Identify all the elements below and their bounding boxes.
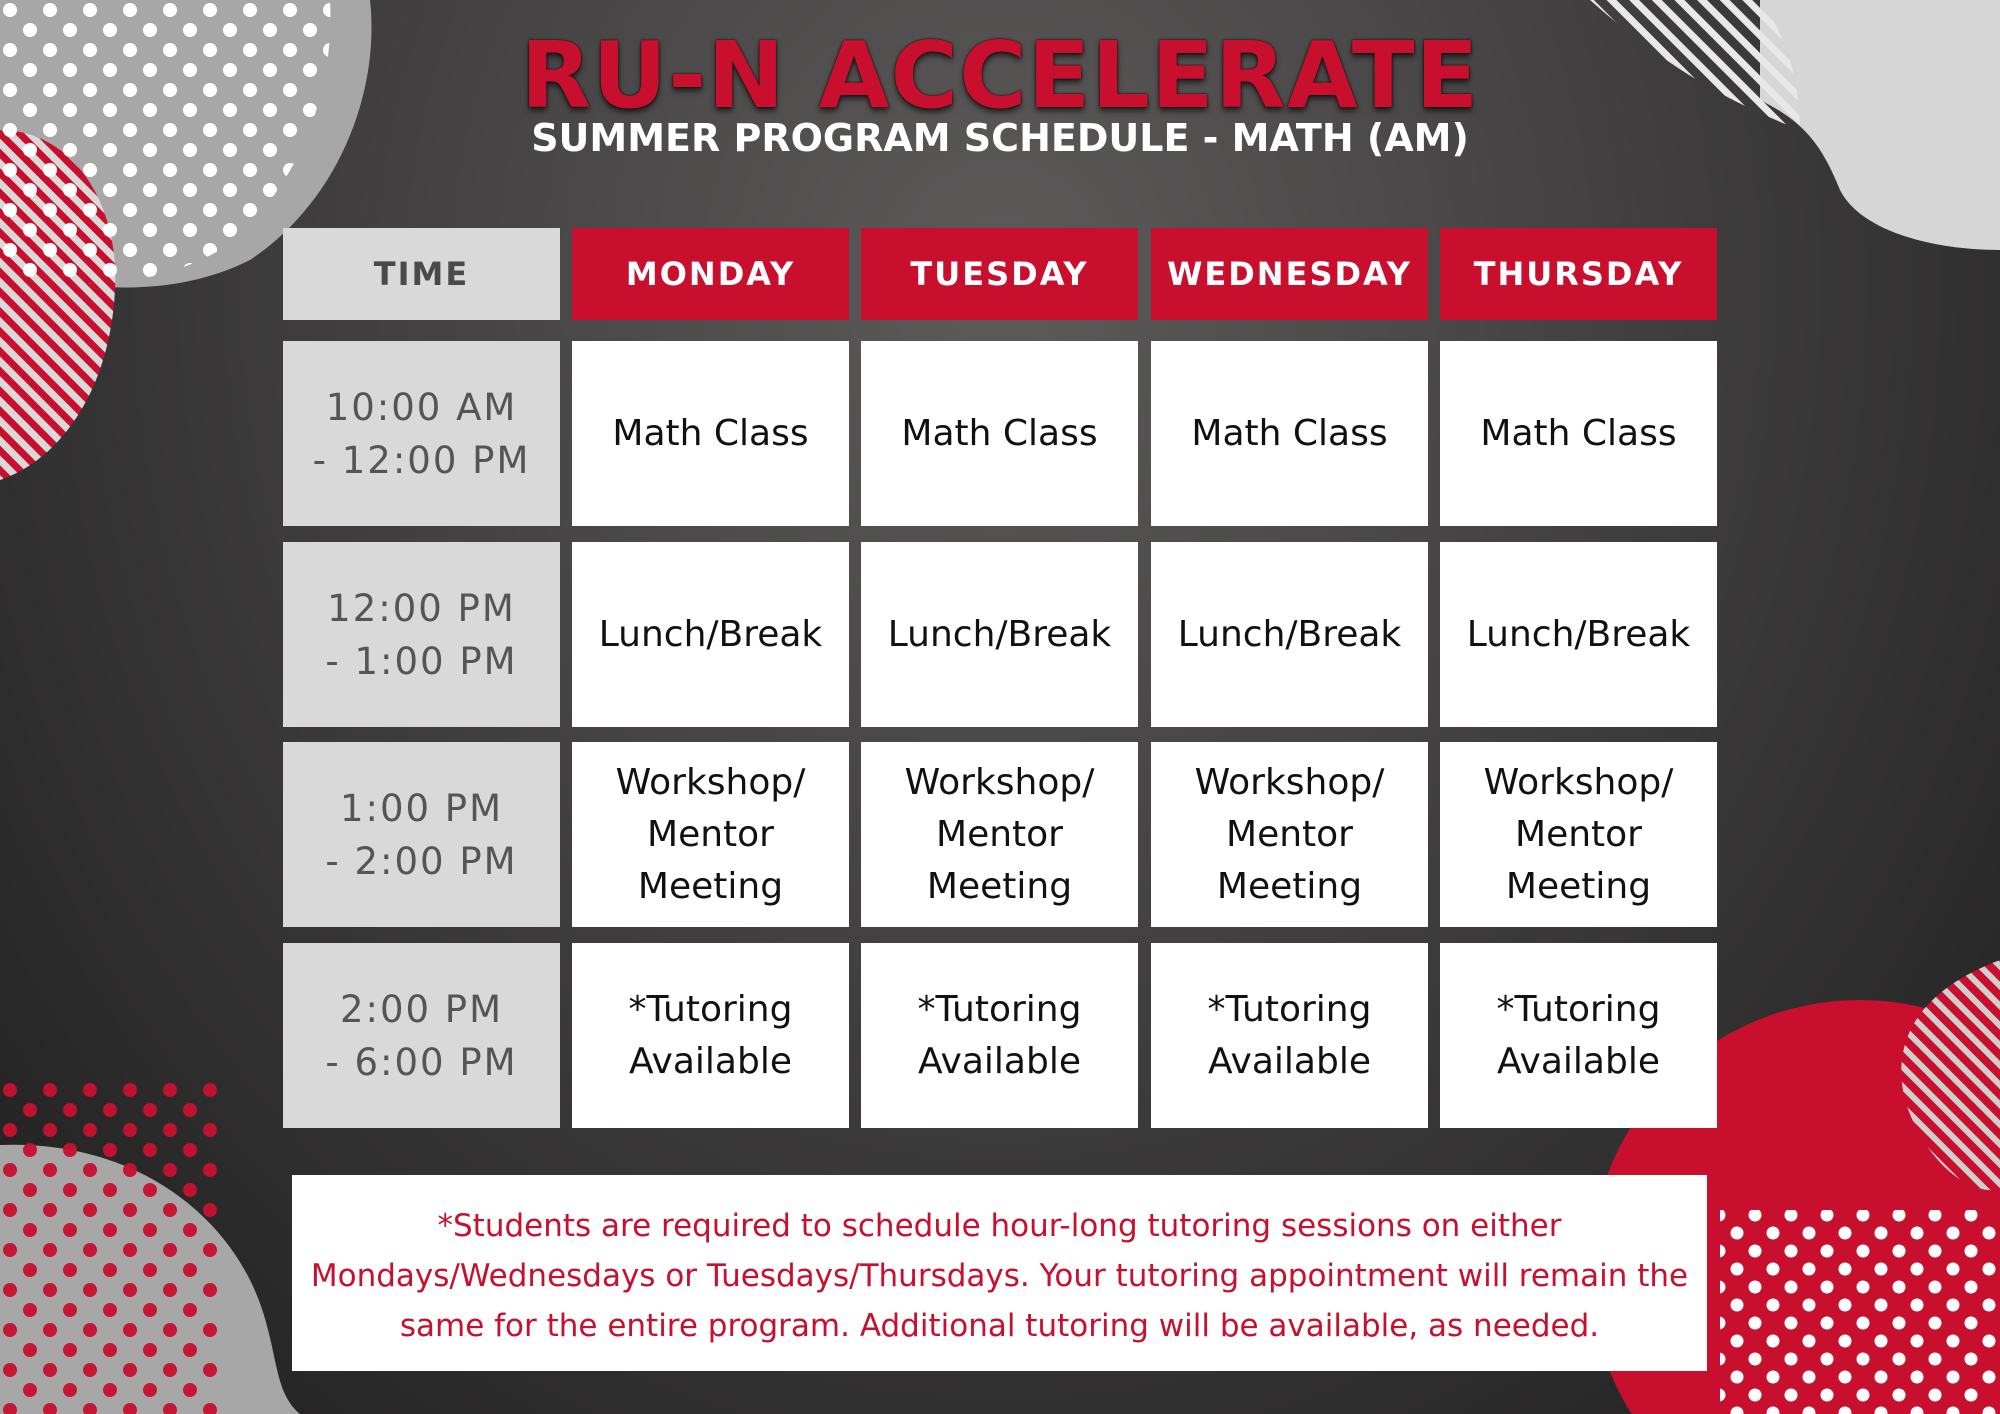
cell-wednesday-1: Math Class [1151, 341, 1428, 526]
cell-thursday-4: *Tutoring Available [1440, 943, 1717, 1128]
cell-thursday-2: Lunch/Break [1440, 542, 1717, 727]
cell-thursday-3: Workshop/ Mentor Meeting [1440, 742, 1717, 927]
cell-wednesday-4: *Tutoring Available [1151, 943, 1428, 1128]
time-slot-1: 10:00 AM - 12:00 PM [283, 341, 560, 526]
cell-thursday-1: Math Class [1440, 341, 1717, 526]
tutoring-footnote: *Students are required to schedule hour-long tutoring sessions on either Mondays/Wednesdays or Tuesdays/Thursdays. Your tutoring appointment will remain the same for the entire program. Additional tutoring will be available, as needed. [292, 1175, 1707, 1371]
cell-monday-4: *Tutoring Available [572, 943, 849, 1128]
cell-tuesday-4: *Tutoring Available [861, 943, 1138, 1128]
time-slot-3: 1:00 PM - 2:00 PM [283, 742, 560, 927]
header-monday: MONDAY [572, 228, 849, 320]
cell-tuesday-1: Math Class [861, 341, 1138, 526]
cell-wednesday-3: Workshop/ Mentor Meeting [1151, 742, 1428, 927]
header-tuesday: TUESDAY [861, 228, 1138, 320]
cell-tuesday-3: Workshop/ Mentor Meeting [861, 742, 1138, 927]
cell-wednesday-2: Lunch/Break [1151, 542, 1428, 727]
time-slot-4: 2:00 PM - 6:00 PM [283, 943, 560, 1128]
time-slot-2: 12:00 PM - 1:00 PM [283, 542, 560, 727]
cell-monday-3: Workshop/ Mentor Meeting [572, 742, 849, 927]
header-thursday: THURSDAY [1440, 228, 1717, 320]
cell-monday-1: Math Class [572, 341, 849, 526]
cell-tuesday-2: Lunch/Break [861, 542, 1138, 727]
bottom-left-dots [0, 1080, 220, 1414]
page-subtitle: SUMMER PROGRAM SCHEDULE - MATH (AM) [531, 116, 1469, 160]
bottom-right-dots [1720, 1210, 2000, 1414]
header-time: TIME [283, 228, 560, 320]
header-wednesday: WEDNESDAY [1151, 228, 1428, 320]
page-title: RU-N ACCELERATE [520, 22, 1480, 129]
cell-monday-2: Lunch/Break [572, 542, 849, 727]
